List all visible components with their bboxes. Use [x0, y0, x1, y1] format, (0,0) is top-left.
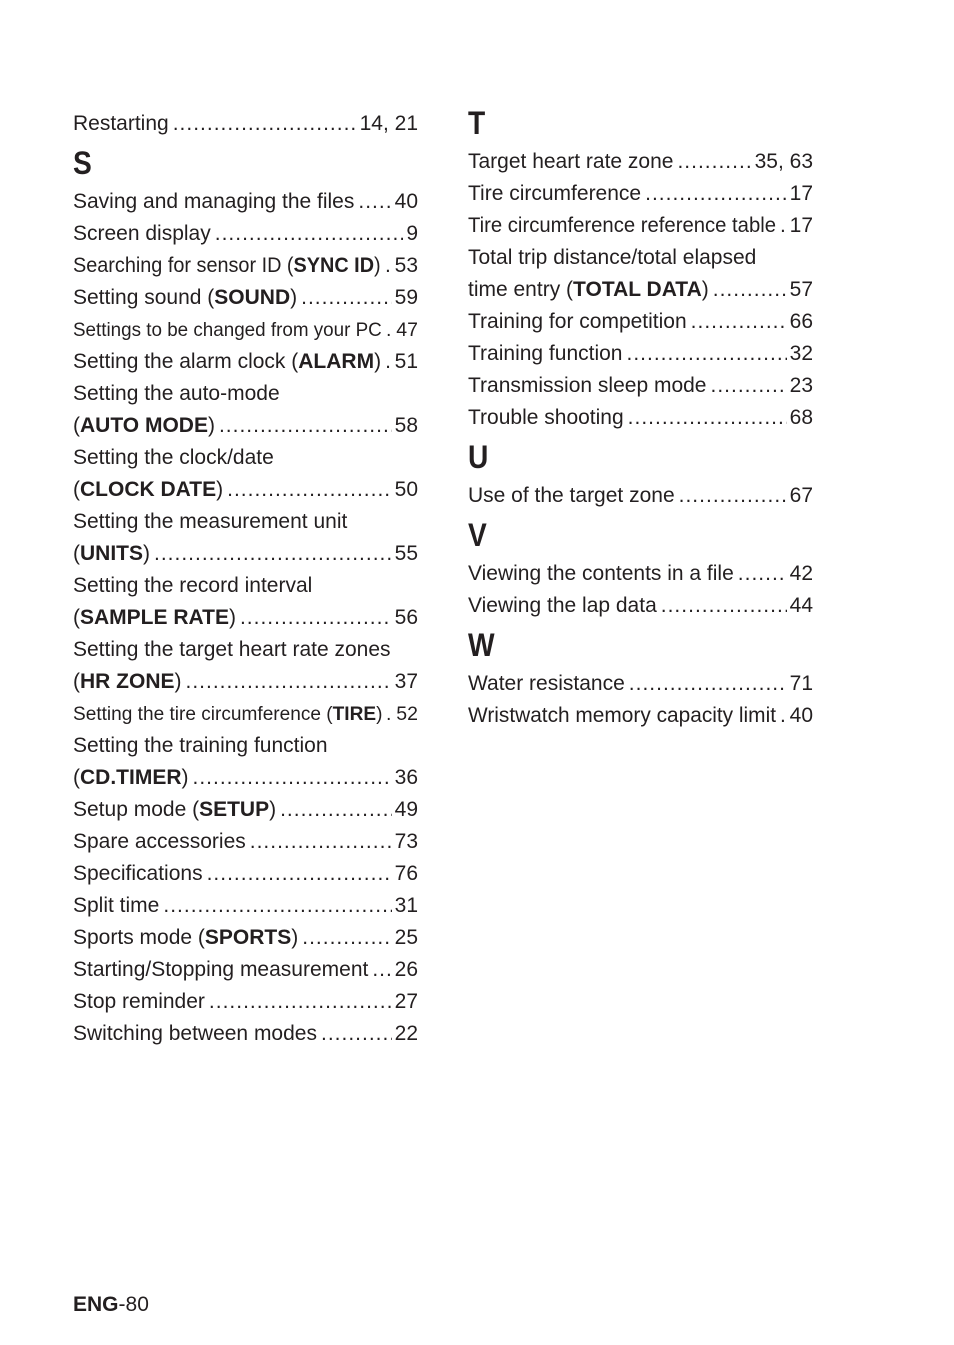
leader-dots — [645, 182, 787, 206]
index-entry-line — [73, 374, 418, 406]
entry-label: Setting the record interval — [73, 574, 313, 597]
leader-dots — [321, 1022, 392, 1046]
entry-keyword: HR ZONE — [80, 670, 175, 693]
entry-pages: 26 — [394, 958, 418, 981]
entry-text: Training for competition — [468, 310, 687, 333]
index-entry — [73, 758, 418, 790]
entry-label — [73, 894, 159, 918]
entry-pages: 40 — [789, 704, 813, 727]
entry-label — [73, 703, 383, 726]
entry-text: Setting sound ( — [73, 286, 215, 309]
index-entry-line — [73, 566, 418, 598]
entry-pages: 9 — [406, 222, 418, 245]
index-entry — [73, 790, 418, 822]
leader-dots — [301, 286, 392, 310]
leader-dots — [661, 594, 787, 618]
entry-pages: 31 — [394, 894, 418, 917]
index-entry-line — [73, 502, 418, 534]
page-number-prefix: ENG — [73, 1293, 119, 1316]
index-column-right — [468, 104, 813, 728]
entry-keyword: SOUND — [214, 286, 291, 309]
entry-pages: 52 — [396, 703, 418, 725]
section-u-entries — [468, 476, 813, 508]
entry-label — [73, 542, 150, 566]
entry-text: ( — [73, 414, 80, 437]
entry-label — [73, 190, 354, 214]
entry-label — [73, 926, 298, 950]
entry-label — [468, 594, 657, 618]
leader-dots — [207, 862, 392, 886]
leader-dots — [250, 830, 392, 854]
entry-text: Sports mode ( — [73, 926, 205, 949]
index-entry — [468, 696, 813, 728]
entry-text: time entry ( — [468, 278, 574, 301]
index-column-left — [73, 104, 418, 1046]
entry-text: ( — [73, 766, 80, 789]
page-number-value: -80 — [118, 1293, 149, 1316]
section-t-entries — [468, 142, 813, 430]
entry-text: Spare accessories — [73, 830, 246, 853]
entry-text: Searching for sensor ID ( — [73, 254, 294, 277]
leader-dots — [386, 319, 393, 342]
entry-pages: 50 — [394, 478, 418, 501]
entry-label — [468, 310, 687, 334]
section-s-entries — [73, 182, 418, 1046]
leader-dots — [677, 150, 751, 174]
entry-label — [73, 798, 276, 822]
entry-text: Tire circumference reference table — [468, 214, 777, 237]
leader-dots — [240, 606, 392, 630]
entry-text: ( — [73, 478, 80, 501]
entry-label — [468, 704, 774, 728]
index-entry — [73, 598, 418, 630]
leader-dots — [713, 278, 787, 302]
index-entry-line — [73, 726, 418, 758]
entry-pages: 40 — [394, 190, 418, 213]
entry-label — [73, 414, 215, 438]
entry-pages: 53 — [394, 254, 418, 277]
index-entry — [73, 822, 418, 854]
leader-dots — [385, 254, 392, 278]
index-entry — [73, 1014, 418, 1046]
index-entry — [73, 918, 418, 950]
entry-pages: 57 — [789, 278, 813, 301]
entry-text: Water resistance — [468, 672, 625, 695]
index-entry — [468, 398, 813, 430]
entry-label — [73, 830, 246, 854]
entry-text-suffix: ) — [143, 542, 150, 565]
index-entry — [468, 174, 813, 206]
entry-keyword: AUTO MODE — [80, 414, 208, 437]
entry-label — [468, 214, 777, 238]
entry-pages: 76 — [394, 862, 418, 885]
entry-pages: 71 — [789, 672, 813, 695]
index-entry — [468, 476, 813, 508]
entry-text-suffix: ) — [290, 286, 298, 309]
index-entry — [73, 342, 418, 374]
leader-dots — [163, 894, 391, 918]
entry-text: Screen display — [73, 222, 211, 245]
entry-text: Starting/Stopping measurement — [73, 958, 369, 981]
index-entry — [468, 142, 813, 174]
entry-pages: 32 — [789, 342, 813, 365]
entry-pages: 58 — [394, 414, 418, 437]
leader-dots — [227, 478, 392, 502]
entry-text-suffix: ) — [174, 670, 182, 693]
leader-dots — [215, 222, 404, 246]
entry-pages: 36 — [394, 766, 418, 789]
entry-label: Setting the auto-mode — [73, 382, 280, 405]
entry-label — [468, 406, 624, 430]
entry-text: Viewing the contents in a file — [468, 562, 734, 585]
entry-text: Setting the alarm clock ( — [73, 350, 299, 373]
index-entry — [73, 214, 418, 246]
entry-pages: 67 — [789, 484, 813, 507]
entry-label: Setting the measurement unit — [73, 510, 348, 533]
entry-label: Setting the target heart rate zones — [73, 638, 391, 661]
entry-keyword: CD.TIMER — [80, 766, 182, 789]
entry-label — [73, 1022, 317, 1046]
entry-keyword: SPORTS — [204, 926, 292, 949]
leader-dots — [691, 310, 787, 334]
entry-pages: 22 — [394, 1022, 418, 1045]
entry-text: Switching between modes — [73, 1022, 317, 1045]
entry-label — [468, 150, 673, 174]
leader-dots — [626, 342, 786, 366]
section-v-entries — [468, 554, 813, 618]
entry-label — [73, 862, 203, 886]
entry-pages: 42 — [789, 562, 813, 585]
leader-dots — [629, 672, 787, 696]
leader-dots — [386, 703, 393, 726]
entry-pages: 25 — [394, 926, 418, 949]
entry-text: Setting the tire circumference ( — [73, 703, 333, 725]
leader-dots — [173, 112, 357, 136]
index-entry — [468, 664, 813, 696]
index-entry — [73, 246, 418, 278]
index-entry — [468, 270, 813, 302]
leader-dots — [372, 958, 391, 982]
entry-text: Specifications — [73, 862, 203, 885]
page-number — [73, 1293, 149, 1317]
entry-pages: 49 — [394, 798, 418, 821]
entry-label — [73, 478, 223, 502]
entry-text: Transmission sleep mode — [468, 374, 707, 397]
entry-label — [468, 562, 734, 586]
entry-label: Setting the training function — [73, 734, 328, 757]
leader-dots — [711, 374, 787, 398]
index-entry — [73, 182, 418, 214]
entry-label — [468, 278, 709, 302]
entry-text-suffix: ) — [216, 478, 224, 501]
entry-pages: 47 — [396, 319, 418, 341]
index-entry — [73, 982, 418, 1014]
entry-label — [73, 222, 211, 246]
index-entry-restarting — [73, 104, 418, 136]
entry-text: ( — [73, 670, 80, 693]
entry-keyword: ALARM — [298, 350, 375, 373]
leader-dots — [219, 414, 392, 438]
entry-text-suffix: ) — [374, 350, 382, 373]
leader-dots — [186, 670, 392, 694]
entry-text: Tire circumference — [468, 182, 642, 205]
entry-pages: 59 — [394, 286, 418, 309]
index-entry — [73, 854, 418, 886]
entry-pages: 66 — [789, 310, 813, 333]
entry-label: Setting the clock/date — [73, 446, 274, 469]
leader-dots — [209, 990, 392, 1014]
entry-label — [468, 672, 625, 696]
entry-text-suffix: ) — [269, 798, 277, 821]
entry-label: Total trip distance/total elapsed — [468, 246, 757, 269]
index-entry — [73, 886, 418, 918]
entry-label — [468, 342, 622, 366]
entry-label — [73, 670, 182, 694]
section-letter-w: W — [468, 627, 495, 663]
entry-pages: 14, 21 — [359, 112, 418, 135]
entry-text-suffix: ) — [374, 254, 381, 277]
entry-pages: 56 — [394, 606, 418, 629]
leader-dots — [628, 406, 787, 430]
leader-dots — [738, 562, 787, 586]
section-letter-t: T — [468, 105, 486, 141]
section-letter-u: U — [468, 439, 489, 475]
leader-dots — [385, 350, 392, 374]
entry-text: Trouble shooting — [468, 406, 624, 429]
index-entry — [73, 662, 418, 694]
entry-text: Stop reminder — [73, 990, 205, 1013]
entry-text-suffix: ) — [701, 278, 709, 301]
entry-text: ( — [73, 606, 80, 629]
leader-dots — [358, 190, 391, 214]
entry-label — [468, 484, 675, 508]
entry-keyword: TIRE — [332, 703, 377, 725]
leader-dots — [780, 214, 787, 238]
entry-keyword: TOTAL DATA — [573, 278, 702, 301]
entry-pages: 17 — [789, 214, 813, 237]
index-entry — [468, 586, 813, 618]
section-w-entries — [468, 664, 813, 728]
entry-keyword: CLOCK DATE — [80, 478, 217, 501]
section-letter-v: V — [468, 517, 487, 553]
entry-keyword: UNITS — [80, 542, 143, 565]
entry-text: Setup mode ( — [73, 798, 200, 821]
entry-pages: 73 — [394, 830, 418, 853]
index-entry — [73, 310, 418, 342]
index-entry — [468, 366, 813, 398]
index-entry — [73, 470, 418, 502]
entry-keyword: SYNC ID — [293, 254, 375, 277]
index-entry-line — [73, 438, 418, 470]
entry-pages: 17 — [789, 182, 813, 205]
entry-pages: 35, 63 — [754, 150, 813, 173]
leader-dots — [302, 926, 391, 950]
entry-pages: 68 — [789, 406, 813, 429]
index-entry — [73, 406, 418, 438]
leader-dots — [780, 704, 787, 728]
entry-keyword: SETUP — [199, 798, 270, 821]
entry-text: Settings to be changed from your PC — [73, 319, 382, 341]
entry-label — [73, 766, 189, 790]
entry-text: ( — [73, 542, 80, 565]
entry-text-suffix: ) — [207, 414, 215, 437]
entry-label — [73, 606, 236, 630]
entry-pages: 55 — [394, 542, 418, 565]
entry-keyword: SAMPLE RATE — [80, 606, 229, 629]
entry-text-suffix: ) — [228, 606, 236, 629]
entry-label — [73, 350, 381, 374]
index-entry — [73, 278, 418, 310]
entry-pages: 37 — [394, 670, 418, 693]
leader-dots — [154, 542, 392, 566]
entry-label — [73, 254, 381, 278]
entry-pages: 23 — [789, 374, 813, 397]
entry-label — [468, 182, 641, 206]
index-entry — [73, 534, 418, 566]
entry-label — [468, 374, 707, 398]
index-entry-line — [73, 630, 418, 662]
entry-label — [73, 319, 382, 342]
index-entry — [468, 554, 813, 586]
leader-dots — [193, 766, 392, 790]
entry-text: Training function — [468, 342, 623, 365]
entry-text-suffix: ) — [376, 703, 383, 725]
leader-dots — [679, 484, 787, 508]
entry-text: Wristwatch memory capacity limit — [468, 704, 776, 727]
entry-text-suffix: ) — [181, 766, 189, 789]
entry-label: Restarting — [73, 112, 169, 135]
entry-text: Target heart rate zone — [468, 150, 674, 173]
leader-dots — [280, 798, 392, 822]
index-entry-line — [468, 238, 813, 270]
section-letter-s: S — [73, 145, 92, 181]
entry-pages: 27 — [394, 990, 418, 1013]
entry-label — [73, 958, 368, 982]
entry-label — [73, 990, 205, 1014]
index-entry — [73, 694, 418, 726]
index-entry — [468, 206, 813, 238]
index-entry — [73, 950, 418, 982]
entry-text: Split time — [73, 894, 160, 917]
entry-text: Use of the target zone — [468, 484, 675, 507]
index-entry — [468, 302, 813, 334]
entry-pages: 51 — [394, 350, 418, 373]
index-entry — [468, 334, 813, 366]
entry-text: Saving and managing the files — [73, 190, 355, 213]
entry-text: Viewing the lap data — [468, 594, 657, 617]
entry-text-suffix: ) — [291, 926, 299, 949]
entry-pages: 44 — [789, 594, 813, 617]
entry-label — [73, 286, 297, 310]
